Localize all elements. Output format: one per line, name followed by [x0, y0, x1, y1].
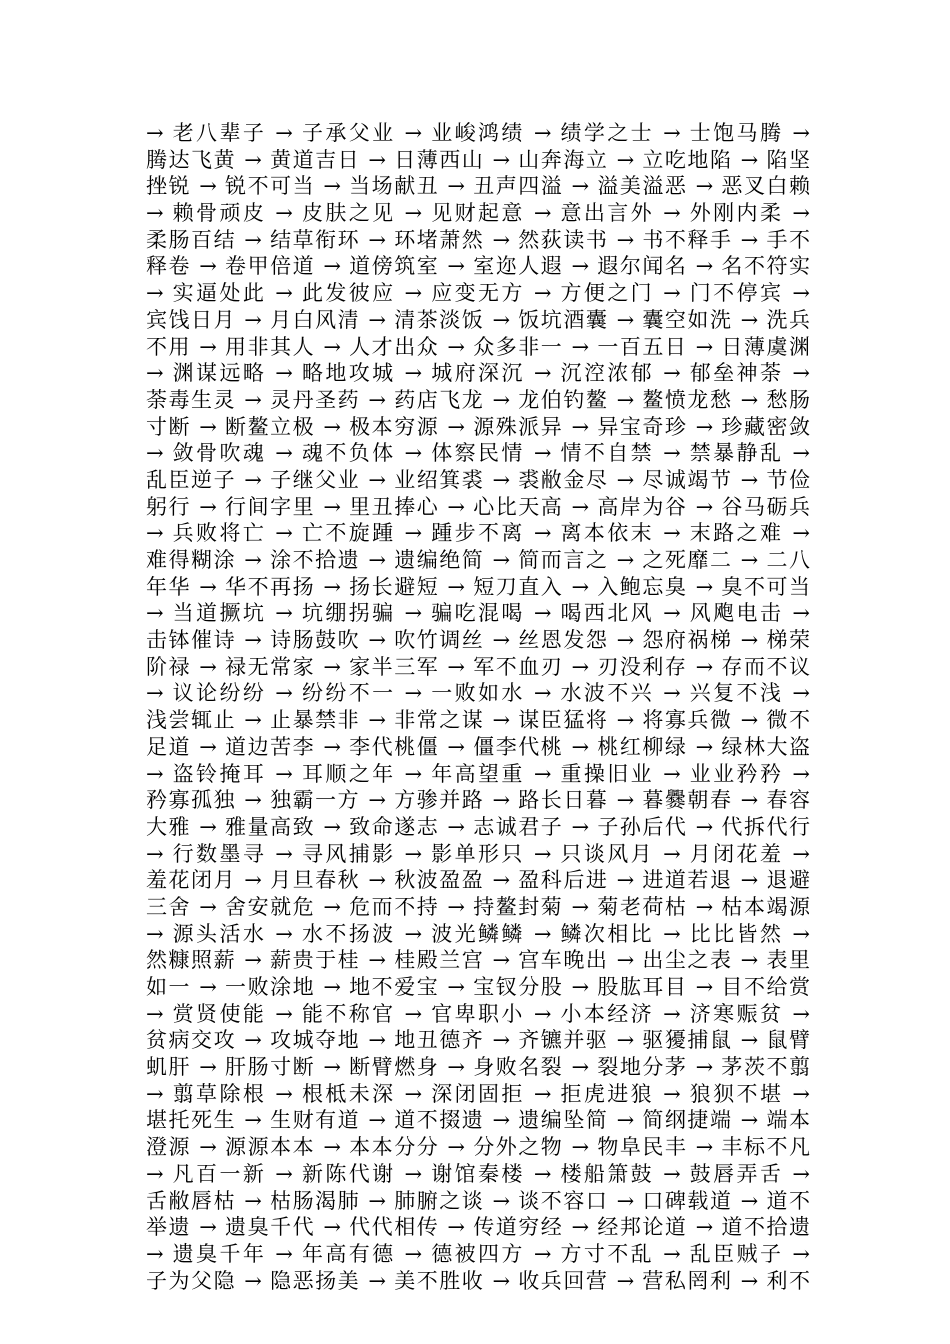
- text-line: → 翦草除根 → 根柢未深 → 深闭固拒 → 拒虎进狼 → 狼狈不堪 →: [146, 1081, 810, 1106]
- text-line: 释卷 → 卷甲倍道 → 道傍筑室 → 室迩人遐 → 遐尔闻名 → 名不符实: [146, 254, 810, 279]
- text-line: 不用 → 用非其人 → 人才出众 → 众多非一 → 一百五日 → 日薄虞渊: [146, 334, 810, 359]
- text-line: 挫锐 → 锐不可当 → 当场献丑 → 丑声四溢 → 溢美溢恶 → 恶叉白赖: [146, 174, 810, 199]
- text-line: 柔肠百结 → 结草衔环 → 环堵萧然 → 然荻读书 → 书不释手 → 手不: [146, 227, 810, 252]
- text-line: 乱臣逆子 → 子继父业 → 业绍箕裘 → 裘敝金尽 → 尽诚竭节 → 节俭: [146, 467, 810, 492]
- text-line: → 当道撅坑 → 坑绷拐骗 → 骗吃混喝 → 喝西北风 → 风飑电击 →: [146, 601, 810, 626]
- text-line: 三舍 → 舍安就危 → 危而不持 → 持鳌封菊 → 菊老荷枯 → 枯本竭源: [146, 894, 810, 919]
- text-line: → 盗铃掩耳 → 耳顺之年 → 年高望重 → 重操旧业 → 业业矜矜 →: [146, 761, 810, 786]
- text-line: → 敛骨吹魂 → 魂不负体 → 体察民情 → 情不自禁 → 禁暴静乱 →: [146, 441, 810, 466]
- text-line: 阶禄 → 禄无常家 → 家半三军 → 军不血刃 → 刃没利存 → 存而不议: [146, 654, 810, 679]
- text-line: → 兵败将亡 → 亡不旋踵 → 踵步不离 → 离本依末 → 末路之难 →: [146, 521, 810, 546]
- text-line: → 行数墨寻 → 寻风捕影 → 影单形只 → 只谈风月 → 月闭花羞 →: [146, 841, 810, 866]
- text-line: 澄源 → 源源本本 → 本本分分 → 分外之物 → 物阜民丰 → 丰标不凡: [146, 1135, 810, 1160]
- text-line: 羞花闭月 → 月旦春秋 → 秋波盈盈 → 盈科后进 → 进道若退 → 退避: [146, 868, 810, 893]
- text-line: 难得糊涂 → 涂不拾遗 → 遗编绝简 → 简而言之 → 之死靡二 → 二八: [146, 548, 810, 572]
- text-line: 躬行 → 行间字里 → 里丑捧心 → 心比天高 → 高岸为谷 → 谷马砺兵: [146, 494, 810, 519]
- text-line: 堪托死生 → 生财有道 → 道不掇遗 → 遗编坠简 → 简纲捷端 → 端本: [146, 1108, 810, 1133]
- text-line: 浅尝辄止 → 止暴禁非 → 非常之谋 → 谋臣猛将 → 将寡兵微 → 微不: [146, 708, 810, 733]
- text-line: 然糠照薪 → 薪贵于桂 → 桂殿兰宫 → 宫车晚出 → 出尘之表 → 表里: [146, 948, 810, 973]
- text-line: → 议论纷纷 → 纷纷不一 → 一败如水 → 水波不兴 → 兴复不浅 →: [146, 681, 810, 706]
- text-line: 腾达飞黄 → 黄道吉日 → 日薄西山 → 山奔海立 → 立吃地陷 → 陷坚: [146, 147, 810, 172]
- text-line: → 凡百一新 → 新陈代谢 → 谢馆秦楼 → 楼船箫鼓 → 鼓唇弄舌 →: [146, 1161, 810, 1186]
- text-line: → 遗臭千年 → 年高有德 → 德被四方 → 方寸不乱 → 乱臣贼子 →: [146, 1241, 810, 1266]
- text-line: 矜寡孤独 → 独霸一方 → 方骖并路 → 路长日暮 → 暮爨朝春 → 春容: [146, 788, 810, 813]
- text-line: 大雅 → 雅量高致 → 致命遂志 → 志诚君子 → 子孙后代 → 代拆代行: [146, 814, 810, 839]
- text-line: 如一 → 一败涂地 → 地不爱宝 → 宝钗分股 → 股肱耳目 → 目不给赏: [146, 975, 810, 999]
- text-line: → 源头活水 → 水不扬波 → 波光鳞鳞 → 鳞次相比 → 比比皆然 →: [146, 921, 810, 946]
- text-line: → 赏贤使能 → 能不称官 → 官卑职小 → 小本经济 → 济寒赈贫 →: [146, 1001, 810, 1026]
- text-line: 寸断 → 断鳌立极 → 极本穷源 → 源殊派异 → 异宝奇珍 → 珍藏密敛: [146, 414, 810, 439]
- text-line: 足道 → 道边苦李 → 李代桃僵 → 僵李代桃 → 桃红柳绿 → 绿林大盗: [146, 734, 810, 759]
- text-line: → 老八辈子 → 子承父业 → 业峻鸿绩 → 绩学之士 → 士饱马腾 →: [146, 121, 810, 145]
- text-line: 举遗 → 遗臭千代 → 代代相传 → 传道穷经 → 经邦论道 → 道不拾遗: [146, 1215, 810, 1240]
- text-line: 年华 → 华不再扬 → 扬长避短 → 短刀直入 → 入鲍忘臭 → 臭不可当: [146, 574, 810, 599]
- idiom-chain-text: [146, 120, 810, 1294]
- text-line: 虮肝 → 肝肠寸断 → 断臂燃身 → 身败名裂 → 裂地分茅 → 茅茨不翦: [146, 1055, 810, 1080]
- text-line: 宾饯日月 → 月白风清 → 清茶淡饭 → 饭坑酒囊 → 囊空如洗 → 洗兵: [146, 307, 810, 332]
- text-line: 击钵催诗 → 诗肠鼓吹 → 吹竹调丝 → 丝恩发怨 → 怨府祸梯 → 梯荣: [146, 628, 810, 653]
- text-line: 荼毒生灵 → 灵丹圣药 → 药店飞龙 → 龙伯钓鳌 → 鳌愤龙愁 → 愁肠: [146, 387, 810, 412]
- text-line: → 渊谋远略 → 略地攻城 → 城府深沉 → 沉涳浓郁 → 郁垒神荼 →: [146, 361, 810, 386]
- text-line: → 实逼处此 → 此发彼应 → 应变无方 → 方便之门 → 门不停宾 →: [146, 281, 810, 306]
- text-line: 舌敝唇枯 → 枯肠渴肺 → 肺腑之谈 → 谈不容口 → 口碑载道 → 道不: [146, 1188, 810, 1213]
- text-line: → 赖骨顽皮 → 皮肤之见 → 见财起意 → 意出言外 → 外刚内柔 →: [146, 201, 810, 226]
- text-line: 子为父隐 → 隐恶扬美 → 美不胜收 → 收兵回营 → 营私罔利 → 利不: [146, 1268, 810, 1293]
- text-line: 贫病交攻 → 攻城夺地 → 地丑德齐 → 齐镳并驱 → 驱獶捕鼠 → 鼠臂: [146, 1028, 810, 1053]
